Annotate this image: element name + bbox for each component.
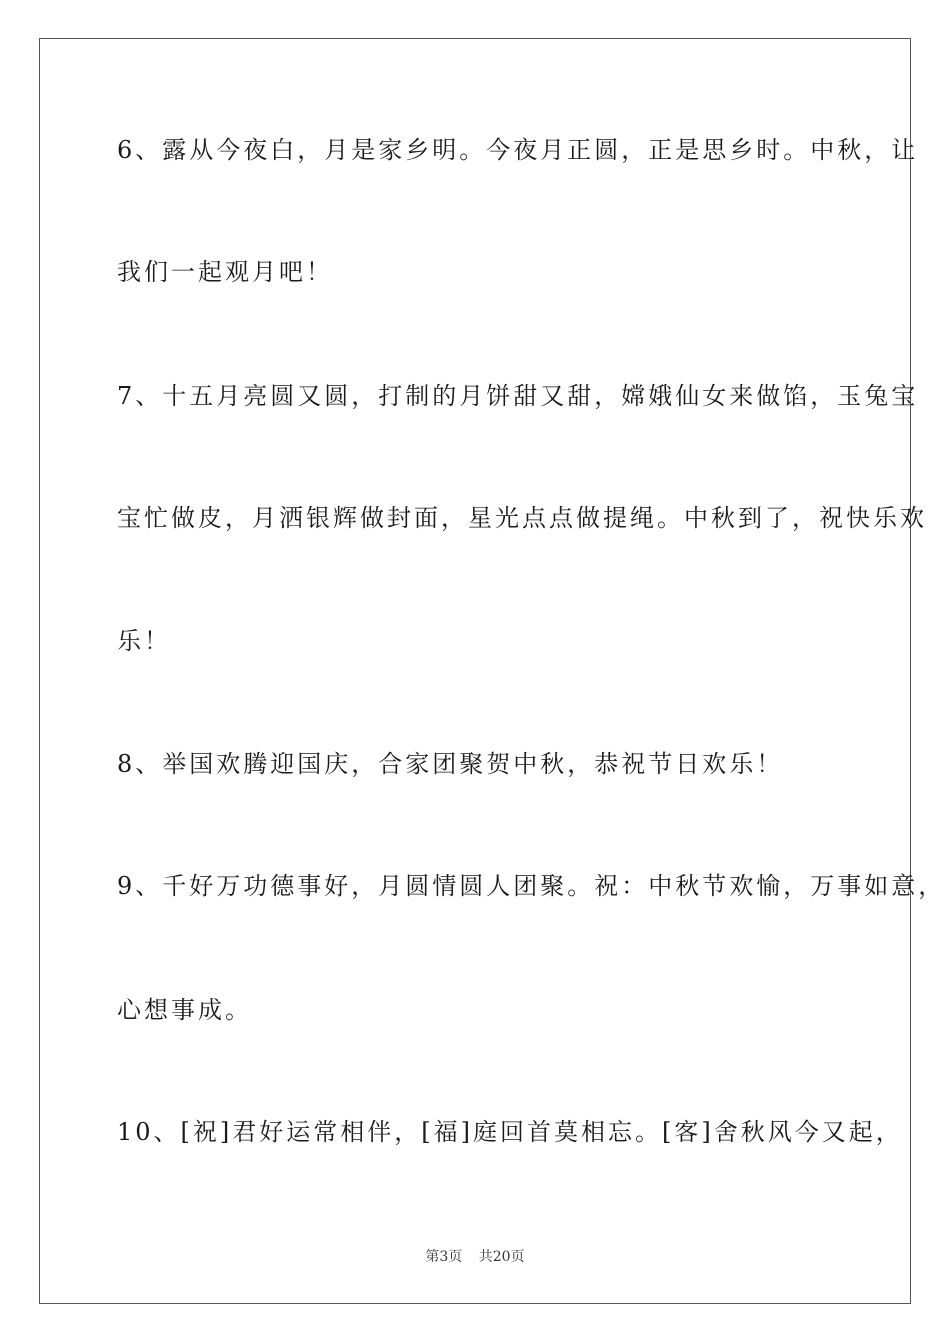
text-line: 乐！ [117,627,171,655]
page-footer [0,1246,950,1266]
page-number-current: 第3页 [425,1249,463,1265]
page-frame [39,38,911,1304]
page-number-total: 共20页 [478,1249,525,1265]
text-line: 6、露从今夜白，月是家乡明。今夜月正圆，正是思乡时。中秋，让 [117,136,919,164]
text-line: 宝忙做皮，月洒银辉做封面，星光点点做提绳。中秋到了，祝快乐欢 [117,504,927,532]
text-line: 7、十五月亮圆又圆，打制的月饼甜又甜，嫦娥仙女来做馅，玉兔宝 [117,382,919,410]
text-line: 心想事成。 [117,996,252,1024]
text-line: 9、千好万功德事好，月圆情圆人团聚。祝：中秋节欢愉，万事如意， [117,872,946,900]
text-line: 8、举国欢腾迎国庆，合家团聚贺中秋，恭祝节日欢乐！ [117,750,784,778]
text-line: 10、[祝]君好运常相伴，[福]庭回首莫相忘。[客]舍秋风今又起， [117,1118,903,1146]
text-line: 我们一起观月吧！ [117,258,333,286]
